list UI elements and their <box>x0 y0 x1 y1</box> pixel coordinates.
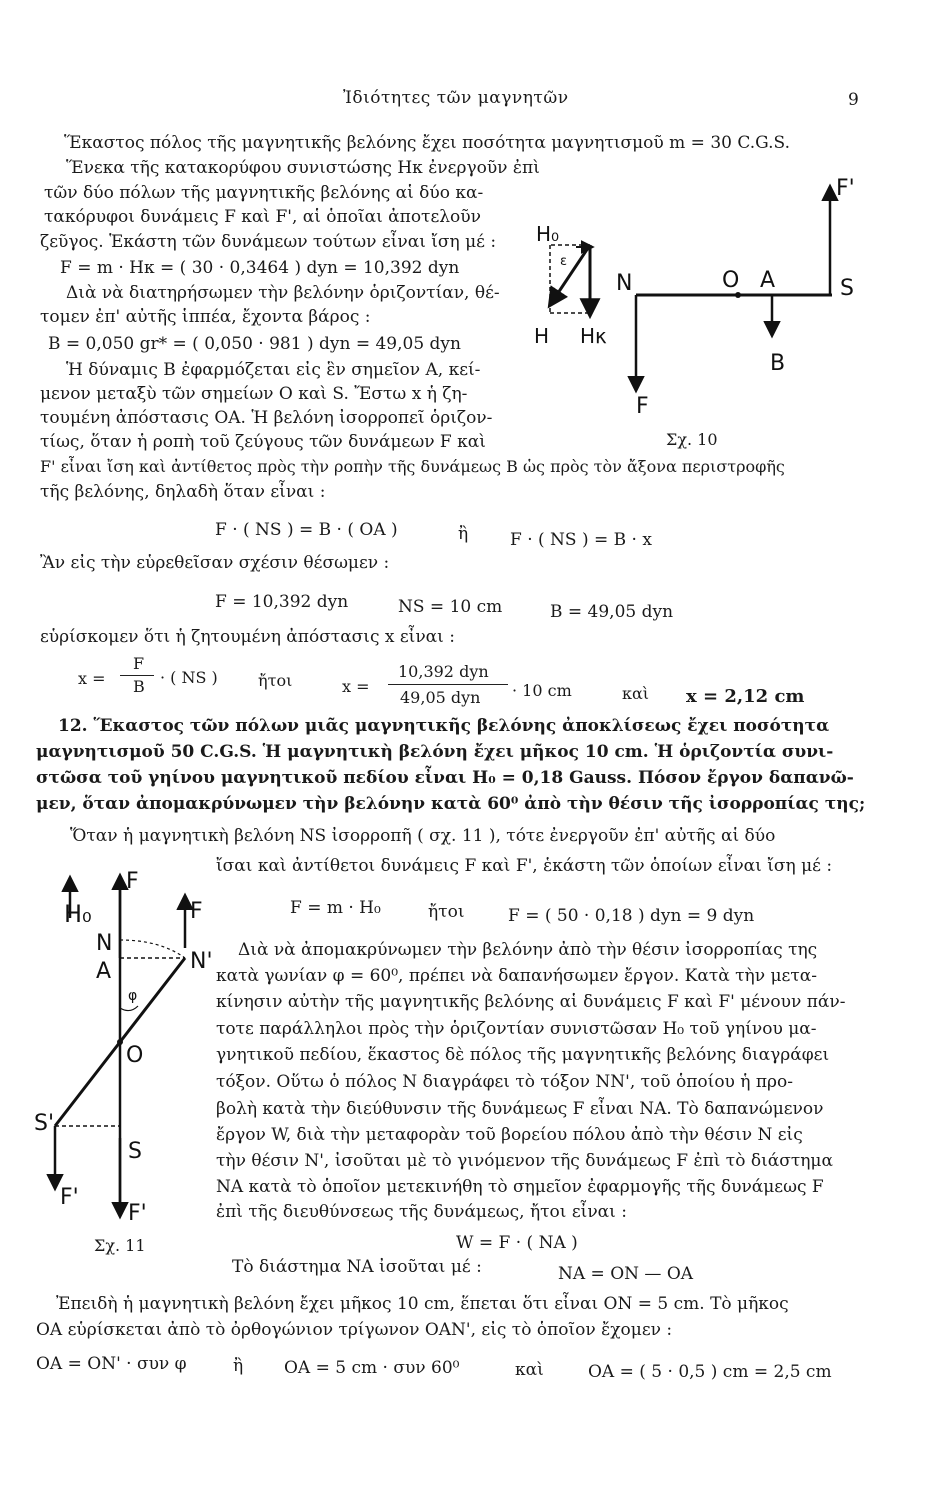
para-line: βολὴ κατὰ τὴν διεύθυνσιν τῆς δυνάμεως F εἶναι NA. Τὸ δαπανώμενον <box>216 1099 824 1119</box>
label-s: S <box>128 1139 142 1164</box>
x-kai: καὶ <box>622 684 650 703</box>
x-itoi: ἤτοι <box>258 671 293 690</box>
intro-line: τομεν ἐπ' αὐτῆς ἱππέα, ἔχοντα βάρος : <box>40 307 371 327</box>
intro-line: τῆς βελόνης, δηλαδὴ ὅταν εἶναι : <box>40 482 326 502</box>
label-phi: φ <box>128 988 138 1004</box>
eq-moment-or: ἢ <box>458 524 469 544</box>
para-line: τὴν θέσιν N', ἰσοῦται μὲ τὸ γινόμενον τῆς δυνάμεως F ἐπὶ τὸ διάστημα <box>216 1151 833 1171</box>
oa-eq-a: OA = ON' · συν φ <box>36 1354 187 1374</box>
page-number: 9 <box>848 90 860 110</box>
intro-line: ζεῦγος. Ἑκάστη τῶν δυνάμεων τούτων εἶναι ἴση μέ : <box>40 232 497 252</box>
eq-f-a: F = m · H₀ <box>290 898 381 918</box>
x-tail2: · 10 cm <box>512 681 572 700</box>
oa-eq-c: OA = ( 5 · 0,5 ) cm = 2,5 cm <box>588 1362 832 1382</box>
x-den: B <box>133 677 145 696</box>
para-line: κατὰ γωνίαν φ = 60⁰, πρέπει νὰ δαπανήσωμεν ἔργον. Κατὰ τὴν μετα- <box>216 966 817 986</box>
para-line: τόξον. Οὕτω ὁ πόλος N διαγράφει τὸ τόξον NN', τοῦ ὁποίου ἡ προ- <box>216 1072 794 1092</box>
figure-10-caption: Σχ. 10 <box>666 430 718 449</box>
label-a: A <box>96 959 112 984</box>
label-fprime-left: F' <box>60 1185 79 1210</box>
running-title: Ἰδιότητες τῶν μαγνητῶν <box>343 88 569 108</box>
label-n: N <box>616 271 633 296</box>
pivot-o <box>117 1039 123 1045</box>
eq-b-value: B = 0,050 gr* = ( 0,050 · 981 ) dyn = 49,05 dyn <box>48 334 461 354</box>
intro-line: τῶν δύο πόλων τῆς μαγνητικῆς βελόνης αἱ δύο κα- <box>44 183 484 203</box>
value-b: B = 49,05 dyn <box>550 602 674 622</box>
solution-line: ἴσαι καὶ ἀντίθετοι δυνάμεις F καὶ F', ἑκάστη τῶν ὁποίων εἶναι ἴση μέ : <box>216 856 833 876</box>
label-f-right: F <box>190 899 203 924</box>
value-ns: NS = 10 cm <box>398 597 503 617</box>
problem-12-line: 12. Ἕκαστος τῶν πόλων μιᾶς μαγνητικῆς βελόνης ἀποκλίσεως ἔχει ποσότητα <box>58 716 830 736</box>
para-line: γνητικοῦ πεδίου, ἕκαστος δὲ πόλος τῆς μαγνητικῆς βελόνης διαγράφει <box>216 1045 830 1065</box>
oa-or: ἢ <box>233 1356 244 1376</box>
para-line: τοτε παράλληλοι πρὸς τὴν ὁριζοντίαν συνιστῶσαν H₀ τοῦ γηίνου μα- <box>216 1019 817 1039</box>
problem-12-line: στῶσα τοῦ γηίνου μαγνητικοῦ πεδίου εἶναι H₀ = 0,18 Gauss. Πόσον ἔργον δαπανῶ- <box>36 768 854 788</box>
problem-12-line: μαγνητισμοῦ 50 C.G.S. Ἡ μαγνητικὴ βελόνη ἔχει μῆκος 10 cm. Ἡ ὁριζοντία συνι- <box>36 742 834 762</box>
problem-12-line: μεν, ὅταν ἀπομακρύνωμεν τὴν βελόνην κατὰ 60⁰ ἀπὸ τὴν θέσιν τῆς ἰσορροπίας της; <box>36 794 866 814</box>
label-o: O <box>126 1043 144 1068</box>
angle-phi-arc <box>120 1006 138 1011</box>
label-hk: Hκ <box>580 324 607 348</box>
intro-line: Ἡ δύναμις B ἐφαρμόζεται εἰς ἓν σημεῖον A, κεί- <box>66 360 481 380</box>
intro-line: τουμένη ἀπόστασις OA. Ἡ βελόνη ἰσορροπεῖ ὁριζον- <box>40 408 493 428</box>
label-sprime: S' <box>34 1111 55 1136</box>
fraction-bar <box>120 675 154 676</box>
substitute-line: Ἂν εἰς τὴν εὑρεθεῖσαν σχέσιν θέσωμεν : <box>40 553 390 573</box>
x-tail: · ( NS ) <box>160 668 218 687</box>
label-ho: H₀ <box>536 222 560 246</box>
intro-line: Ἕκαστος πόλος τῆς μαγνητικῆς βελόνης ἔχει ποσότητα μαγνητισμοῦ m = 30 C.G.S. <box>64 133 790 153</box>
na-eq: NA = ON — OA <box>558 1264 694 1284</box>
label-fprime-bottom: F' <box>128 1201 147 1226</box>
para-line: ἐπὶ τῆς διευθύνσεως τῆς δυνάμεως, ἤτοι εἶναι : <box>216 1202 627 1222</box>
figure-11 <box>30 858 230 1248</box>
fraction-bar <box>388 684 508 685</box>
label-nprime: N' <box>190 949 213 974</box>
h-vector <box>550 245 590 305</box>
intro-line: μενον μεταξὺ τῶν σημείων O καὶ S. Ἔστω x ἡ ζη- <box>40 384 468 404</box>
label-fprime: F' <box>836 176 855 201</box>
x-lhs2: x = <box>342 677 370 696</box>
x-num2: 10,392 dyn <box>398 662 489 681</box>
figure-10 <box>520 165 860 435</box>
para-line: ἔργον W, διὰ τὴν μεταφορὰν τοῦ βορείου πόλου ἀπὸ τὴν θέσιν N εἰς <box>216 1125 803 1145</box>
intro-line: Ἕνεκα τῆς κατακορύφου συνιστώσης Hκ ἐνεργοῦν ἐπὶ <box>66 158 540 178</box>
para-line: Διὰ νὰ ἀπομακρύνωμεν τὴν βελόνην ἀπὸ τὴν θέσιν ἰσορροπίας της <box>238 940 818 960</box>
value-f: F = 10,392 dyn <box>215 592 349 612</box>
x-lhs: x = <box>78 669 106 688</box>
find-line: εὑρίσκομεν ὅτι ἡ ζητουμένη ἀπόστασις x εἶναι : <box>40 627 455 647</box>
solution-line: Ὅταν ἡ μαγνητικὴ βελόνη NS ἰσορροπῆ ( σχ. 11 ), τότε ἐνεργοῦν ἐπ' αὐτῆς αἱ δύο <box>70 826 776 846</box>
label-s: S <box>840 276 854 301</box>
final-line: Ἐπειδὴ ἡ μαγνητικὴ βελόνη ἔχει μῆκος 10 cm, ἕπεται ὅτι εἶναι ON = 5 cm. Τὸ μῆκος <box>56 1294 789 1314</box>
intro-line: Διὰ νὰ διατηρήσωμεν τὴν βελόνην ὁριζοντίαν, θέ- <box>66 283 500 303</box>
label-n: N <box>96 931 113 956</box>
label-f: F <box>636 394 649 419</box>
intro-line: τακόρυφοι δυνάμεις F καὶ F', αἱ ὁποῖαι ἀποτελοῦν <box>44 207 481 227</box>
para-line: κίνησιν αὐτὴν τῆς μαγνητικῆς βελόνης αἱ δυνάμεις F καὶ F' μένουν πάν- <box>216 992 846 1012</box>
label-o: O <box>722 268 740 293</box>
label-f-top: F <box>126 869 139 894</box>
oa-eq-b: OA = 5 cm · συν 60⁰ <box>284 1358 460 1378</box>
intro-line: τίως, ὅταν ἡ ροπὴ τοῦ ζεύγους τῶν δυνάμεων F καὶ <box>40 432 486 452</box>
eq-f-itoi: ἤτοι <box>428 902 465 922</box>
label-ho: H₀ <box>64 900 92 928</box>
eq-f-b: F = ( 50 · 0,18 ) dyn = 9 dyn <box>508 906 755 926</box>
para-line: NA κατὰ τὸ ὁποῖον μετεκινήθη τὸ σημεῖον ἐφαρμογῆς τῆς δυνάμεως F <box>216 1177 824 1197</box>
final-line: OA εὑρίσκεται ἀπὸ τὸ ὀρθογώνιον τρίγωνον OAN', εἰς τὸ ὁποῖον ἔχομεν : <box>36 1320 673 1340</box>
x-num: F <box>133 654 145 673</box>
eq-w: W = F · ( NA ) <box>456 1233 578 1253</box>
intro-line: F' εἶναι ἴση καὶ ἀντίθετος πρὸς τὴν ροπὴν τῆς δυνάμεως B ὡς πρὸς τὸν ἄξονα περιστροφῆς <box>40 457 785 476</box>
oa-kai: καὶ <box>515 1360 544 1380</box>
eq-moment: F · ( NS ) = B · ( OA ) <box>215 520 398 540</box>
figure-11-caption: Σχ. 11 <box>94 1236 146 1255</box>
label-b: B <box>770 351 786 376</box>
na-line: Τὸ διάστημα NA ἰσοῦται μέ : <box>232 1257 482 1277</box>
eq-moment-simplified: F · ( NS ) = B · x <box>510 530 652 550</box>
label-epsilon: ε <box>560 254 568 269</box>
label-h: H <box>534 324 550 348</box>
x-result: x = 2,12 cm <box>686 686 805 707</box>
eq-f-value: F = m · Hκ = ( 30 · 0,3464 ) dyn = 10,392 dyn <box>60 258 460 278</box>
arc-nnprime <box>120 940 185 958</box>
label-a: A <box>760 268 776 293</box>
x-den2: 49,05 dyn <box>400 688 481 707</box>
